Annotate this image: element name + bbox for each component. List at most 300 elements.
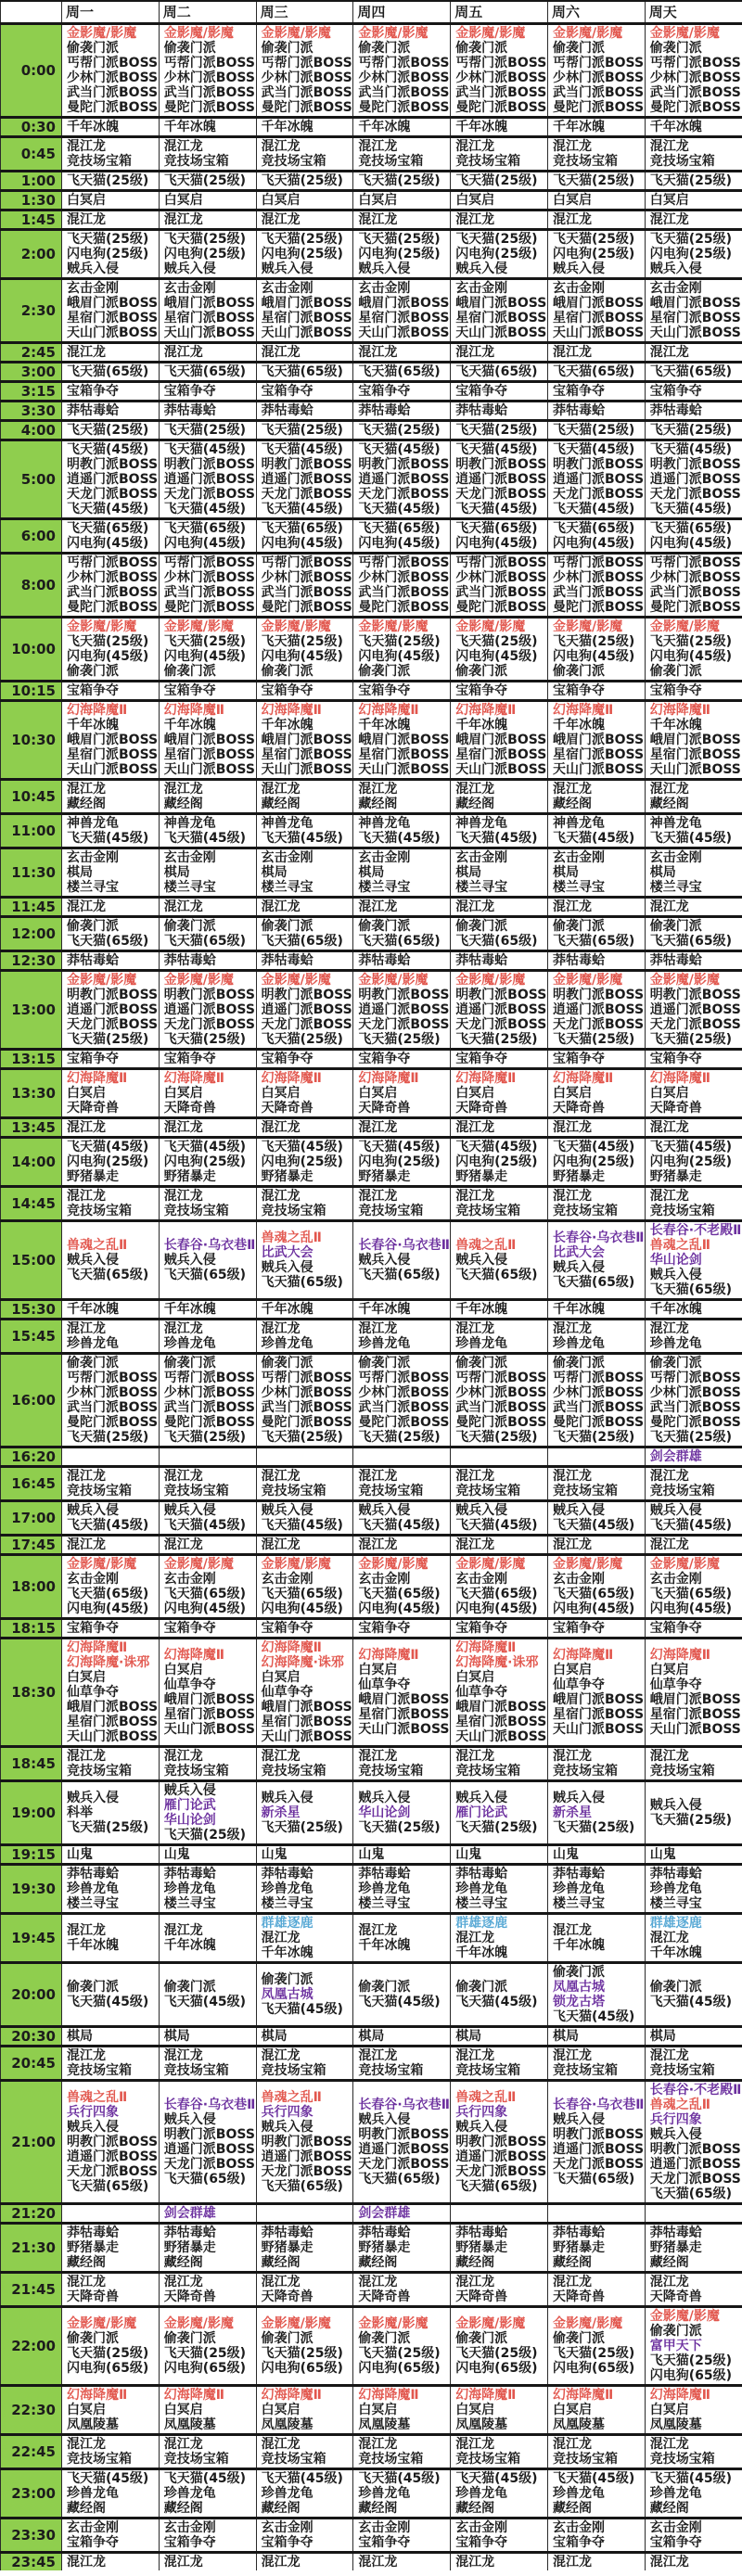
table-row: [1, 24, 742, 118]
event-label: 棋局: [358, 865, 385, 880]
event-label: 飞天猫(45级): [67, 1140, 149, 1154]
table-row: [1, 137, 742, 172]
event-label: 竞技场宝箱: [261, 1204, 326, 1218]
event-label: 金影魔/影魔: [163, 619, 234, 634]
event-label: 飞天猫(65级): [552, 1587, 635, 1601]
schedule-cell: [353, 343, 451, 363]
event-label: 混江龙: [67, 1469, 106, 1484]
event-label: 丐帮门派BOSS: [358, 56, 450, 70]
event-label: 峨眉门派BOSS: [649, 1692, 741, 1707]
event-label: 玄击金刚: [649, 2520, 702, 2535]
event-label: 莽牯毒蛤: [67, 953, 119, 968]
event-label: 逍遥门派BOSS: [455, 472, 547, 487]
event-label: 群雄逐鹿: [455, 1916, 508, 1931]
event-label: 飞天猫(65级): [358, 1587, 441, 1601]
schedule-cell: [451, 1467, 548, 1501]
event-label: 飞天猫(45级): [261, 502, 343, 516]
schedule-cell: [547, 701, 645, 780]
event-label: 莽牯毒蛤: [552, 403, 605, 418]
event-label: 金影魔/影魔: [552, 1557, 623, 1572]
time-label: 15:30: [1, 1300, 62, 1320]
event-label: 飞天猫(65级): [649, 1587, 733, 1601]
event-label: 少林门派BOSS: [649, 1385, 741, 1400]
event-label: 飞天猫(25级): [261, 1032, 343, 1047]
event-label: 玄击金刚: [455, 1572, 508, 1587]
event-label: 千年冰魄: [358, 1302, 411, 1317]
schedule-cell: [256, 2519, 353, 2553]
schedule-cell: [159, 2553, 256, 2571]
table-row: [1, 402, 742, 421]
event-label: 珍兽龙龟: [67, 1336, 119, 1351]
schedule-cell: [645, 421, 742, 440]
schedule-cell: [451, 1781, 548, 1845]
event-label: 千年冰魄: [163, 120, 216, 134]
event-label: 天龙门派BOSS: [552, 1017, 645, 1032]
schedule-cell: [451, 2519, 548, 2553]
event-label: 峨眉门派BOSS: [455, 1700, 547, 1715]
event-label: 天龙门派BOSS: [163, 487, 255, 502]
event-label: 白冥启: [455, 193, 495, 208]
time-label: 1:30: [1, 191, 62, 210]
schedule-cell: [353, 210, 451, 230]
event-label: 莽牯毒蛤: [67, 1867, 119, 1881]
event-label: 幻海降魔Ⅱ: [261, 1640, 322, 1655]
event-label: 偷袭门派: [163, 919, 216, 934]
event-label: 珍兽龙龟: [261, 1881, 313, 1896]
event-label: 明教门派BOSS: [552, 988, 645, 1002]
event-label: 飞天猫(45级): [67, 1518, 149, 1533]
schedule-cell: [547, 682, 645, 701]
event-label: 明教门派BOSS: [649, 2142, 741, 2157]
event-label: 星宿门派BOSS: [649, 747, 741, 762]
table-row: [1, 191, 742, 210]
event-label: 飞天猫(65级): [163, 1587, 247, 1601]
time-label: 21:20: [1, 2204, 62, 2224]
schedule-cell: [547, 279, 645, 343]
schedule-cell: [451, 1069, 548, 1118]
schedule-cell: [353, 971, 451, 1050]
event-label: 逍遥门派BOSS: [163, 1002, 255, 1017]
event-label: 飞天猫(65级): [261, 1275, 343, 1290]
schedule-cell: [451, 2081, 548, 2204]
event-label: 楼兰寻宝: [163, 880, 216, 895]
table-row: [1, 1963, 742, 2027]
event-label: 飞天猫(45级): [455, 1995, 538, 2009]
event-label: 飞天猫(65级): [455, 364, 538, 379]
event-label: 偷袭门派: [358, 1980, 411, 1995]
schedule-cell: [451, 898, 548, 917]
event-label: 飞天猫(45级): [455, 442, 538, 457]
event-label: 曼陀门派BOSS: [163, 600, 255, 615]
event-label: 金影魔/影魔: [358, 619, 429, 634]
event-label: 逍遥门派BOSS: [552, 472, 645, 487]
schedule-cell: [159, 1320, 256, 1354]
event-label: 偷袭门派: [455, 919, 508, 934]
schedule-cell: [353, 2273, 451, 2307]
event-label: 竞技场宝箱: [649, 2452, 715, 2467]
schedule-cell: [645, 2273, 742, 2307]
event-label: 明教门派BOSS: [163, 988, 255, 1002]
event-label: 竞技场宝箱: [649, 154, 715, 169]
schedule-cell: [159, 1619, 256, 1639]
event-label: 飞天猫(65级): [67, 934, 149, 949]
event-label: 飞天猫(65级): [67, 2179, 149, 2194]
event-label: 偷袭门派: [552, 664, 605, 679]
schedule-cell: [62, 618, 160, 682]
schedule-cell: [451, 1447, 548, 1467]
schedule-cell: [159, 1747, 256, 1781]
event-label: 混江龙: [261, 2555, 301, 2570]
event-label: 宝箱争夺: [67, 2535, 119, 2550]
event-label: 宝箱争夺: [358, 1052, 411, 1066]
event-label: 白冥启: [67, 193, 106, 208]
event-label: 飞天猫(25级): [649, 423, 733, 438]
event-label: 白冥启: [358, 1086, 398, 1101]
table-row: [1, 1221, 742, 1300]
event-label: 藏经阁: [649, 2501, 689, 2516]
table-row: [1, 343, 742, 363]
schedule-cell: [256, 279, 353, 343]
event-label: 珍兽龙龟: [455, 1881, 508, 1896]
event-label: 少林门派BOSS: [649, 70, 741, 85]
event-label: 白冥启: [455, 1086, 495, 1101]
event-label: 玄击金刚: [261, 850, 313, 865]
time-label: 22:30: [1, 2386, 62, 2435]
schedule-cell: [547, 2273, 645, 2307]
event-label: 科举: [67, 1805, 93, 1820]
schedule-cell: [62, 2519, 160, 2553]
event-label: 宝箱争夺: [358, 384, 411, 399]
schedule-cell: [353, 1501, 451, 1536]
event-label: 珍兽龙龟: [358, 1881, 411, 1896]
event-label: 丐帮门派BOSS: [455, 56, 547, 70]
schedule-cell: [451, 343, 548, 363]
event-label: 混江龙: [358, 782, 398, 797]
event-label: 星宿门派BOSS: [552, 747, 645, 762]
event-label: 棋局: [163, 865, 190, 880]
event-label: 丐帮门派BOSS: [261, 1371, 352, 1385]
event-label: 飞天猫(65级): [649, 1282, 733, 1297]
event-label: 贼兵入侵: [455, 2120, 508, 2135]
event-label: 藏经阁: [163, 2255, 203, 2270]
event-label: 丐帮门派BOSS: [67, 56, 159, 70]
event-label: 野猪暴走: [163, 1169, 216, 1184]
schedule-cell: [353, 1963, 451, 2027]
schedule-cell: [159, 682, 256, 701]
schedule-cell: [645, 1300, 742, 1320]
event-label: 凤凰古城: [261, 1987, 313, 2002]
schedule-cell: [645, 780, 742, 814]
event-label: 武当门派BOSS: [163, 1400, 255, 1415]
event-label: 飞天猫(25级): [455, 173, 538, 188]
event-label: 天山门派BOSS: [67, 325, 159, 340]
event-label: 混江龙: [67, 1923, 106, 1938]
event-label: 金影魔/影魔: [358, 2316, 429, 2331]
event-label: 贼兵入侵: [552, 1503, 605, 1518]
event-label: 华山论剑: [163, 1813, 216, 1828]
event-label: 玄击金刚: [163, 281, 216, 296]
event-label: 混江龙: [455, 345, 495, 360]
event-label: 混江龙: [552, 1189, 592, 1204]
event-label: 闪电狗(65级): [67, 2361, 149, 2376]
event-label: 少林门派BOSS: [163, 1385, 255, 1400]
event-label: 闪电狗(25级): [649, 1154, 733, 1169]
schedule-cell: [256, 1865, 353, 1914]
schedule-cell: [451, 2435, 548, 2469]
event-label: 藏经阁: [67, 2501, 106, 2516]
event-label: 闪电狗(45级): [261, 1601, 343, 1616]
event-label: 星宿门派BOSS: [261, 747, 352, 762]
schedule-cell: [256, 118, 353, 137]
event-label: 飞天猫(45级): [649, 502, 733, 516]
schedule-cell: [451, 1536, 548, 1555]
time-label: 10:45: [1, 780, 62, 814]
schedule-cell: [159, 2027, 256, 2047]
event-label: 千年冰魄: [649, 718, 702, 733]
event-label: 闪电狗(25级): [649, 247, 733, 261]
schedule-cell: [547, 1536, 645, 1555]
event-label: 明教门派BOSS: [163, 457, 255, 472]
event-label: 偷袭门派: [261, 2331, 313, 2346]
event-label: 莽牯毒蛤: [163, 953, 216, 968]
schedule-cell: [62, 1501, 160, 1536]
schedule-cell: [159, 210, 256, 230]
event-label: 偷袭门派: [552, 1356, 605, 1371]
event-label: 天山门派BOSS: [649, 325, 741, 340]
time-label: 8:00: [1, 554, 62, 618]
event-label: 峨眉门派BOSS: [67, 733, 159, 747]
event-label: 幻海降魔Ⅱ: [67, 1071, 128, 1086]
event-label: 楼兰寻宝: [358, 880, 411, 895]
schedule-cell: [62, 279, 160, 343]
schedule-cell: [256, 1536, 353, 1555]
event-label: 天山门派BOSS: [261, 325, 352, 340]
event-label: 飞天猫(25级): [67, 1032, 149, 1047]
event-label: 明教门派BOSS: [67, 2135, 159, 2149]
event-label: 逍遥门派BOSS: [261, 472, 352, 487]
schedule-cell: [353, 1555, 451, 1619]
schedule-cell: [256, 1501, 353, 1536]
event-label: 混江龙: [163, 1189, 203, 1204]
event-label: 星宿门派BOSS: [261, 1715, 352, 1729]
event-label: 星宿门派BOSS: [163, 1707, 255, 1722]
event-label: 白冥启: [358, 1663, 398, 1677]
schedule-cell: [547, 519, 645, 554]
event-label: 楼兰寻宝: [455, 1896, 508, 1911]
event-label: 峨眉门派BOSS: [67, 1700, 159, 1715]
time-label: 17:00: [1, 1501, 62, 1536]
schedule-cell: [451, 1050, 548, 1069]
event-label: 天山门派BOSS: [455, 1729, 547, 1744]
event-label: 混江龙: [163, 1321, 203, 1336]
time-label: 20:30: [1, 2027, 62, 2047]
time-label: 16:45: [1, 1467, 62, 1501]
table-row: [1, 421, 742, 440]
schedule-cell: [547, 2081, 645, 2204]
schedule-cell: [547, 2469, 645, 2519]
event-label: 飞天猫(65级): [455, 1587, 538, 1601]
schedule-cell: [159, 421, 256, 440]
schedule-cell: [645, 191, 742, 210]
schedule-cell: [451, 2204, 548, 2224]
table-row: [1, 682, 742, 701]
event-label: 少林门派BOSS: [552, 70, 645, 85]
time-label: 17:45: [1, 1536, 62, 1555]
schedule-cell: [256, 2307, 353, 2386]
schedule-cell: [451, 1865, 548, 1914]
event-label: 金影魔/影魔: [67, 973, 137, 988]
event-label: 偷袭门派: [358, 41, 411, 56]
time-label: 4:00: [1, 421, 62, 440]
event-label: 飞天猫(45级): [552, 2009, 635, 2024]
event-label: 藏经阁: [163, 2501, 203, 2516]
event-label: 棋局: [455, 2029, 482, 2044]
schedule-cell: [451, 1300, 548, 1320]
schedule-cell: [451, 279, 548, 343]
event-label: 兵行四象: [649, 2112, 702, 2127]
event-label: 千年冰魄: [455, 1945, 508, 1960]
event-label: 飞天猫(65级): [163, 934, 247, 949]
event-label: 闪电狗(45级): [649, 649, 733, 664]
schedule-cell: [62, 1354, 160, 1447]
table-row: [1, 440, 742, 519]
schedule-cell: [451, 1221, 548, 1300]
event-label: 竞技场宝箱: [552, 2452, 618, 2467]
event-label: 飞天猫(45级): [67, 2471, 149, 2486]
schedule-cell: [159, 24, 256, 118]
event-label: 飞天猫(25级): [358, 1032, 441, 1047]
event-label: 混江龙: [649, 2437, 689, 2452]
event-label: 金影魔/影魔: [261, 973, 331, 988]
event-label: 宝箱争夺: [455, 1621, 508, 1636]
event-label: 飞天猫(65级): [649, 934, 733, 949]
schedule-cell: [256, 1914, 353, 1963]
event-label: 莽牯毒蛤: [649, 953, 702, 968]
event-label: 藏经阁: [649, 2255, 689, 2270]
event-label: 飞天猫(25级): [649, 634, 733, 649]
event-label: 千年冰魄: [649, 120, 702, 134]
event-label: 飞天猫(45级): [649, 1995, 733, 2009]
event-label: 竞技场宝箱: [358, 154, 424, 169]
event-label: 天山门派BOSS: [455, 325, 547, 340]
schedule-cell: [62, 519, 160, 554]
event-label: 飞天猫(45级): [649, 442, 733, 457]
event-label: 千年冰魄: [163, 718, 216, 733]
time-label: 22:45: [1, 2435, 62, 2469]
event-label: 逍遥门派BOSS: [163, 472, 255, 487]
schedule-cell: [62, 191, 160, 210]
event-label: 野猪暴走: [67, 1169, 119, 1184]
event-label: 混江龙: [649, 1321, 689, 1336]
schedule-cell: [645, 701, 742, 780]
event-label: 混江龙: [261, 1749, 301, 1764]
event-label: 幻海降魔Ⅱ: [67, 1640, 128, 1655]
event-label: 天降奇兽: [67, 1101, 119, 1116]
event-label: 混江龙: [552, 1923, 592, 1938]
event-label: 飞天猫(25级): [552, 1430, 635, 1445]
event-label: 混江龙: [67, 782, 106, 797]
schedule-cell: [353, 2469, 451, 2519]
time-label: 13:45: [1, 1118, 62, 1138]
event-label: 明教门派BOSS: [261, 457, 352, 472]
event-label: 贼兵入侵: [261, 261, 313, 276]
event-label: 闪电狗(65级): [455, 2361, 538, 2376]
event-label: 剑会群雄: [358, 2206, 411, 2221]
event-label: 新杀星: [261, 1805, 301, 1820]
event-label: 混江龙: [67, 345, 106, 360]
schedule-cell: [547, 1619, 645, 1639]
event-label: 白冥启: [261, 1086, 301, 1101]
schedule-cell: [256, 898, 353, 917]
schedule-cell: [451, 971, 548, 1050]
event-label: 混江龙: [358, 345, 398, 360]
schedule-cell: [547, 780, 645, 814]
table-row: [1, 2081, 742, 2204]
event-label: 混江龙: [552, 2275, 592, 2289]
event-label: 锁龙古塔: [552, 1995, 605, 2009]
event-label: 明教门派BOSS: [358, 988, 450, 1002]
schedule-cell: [451, 848, 548, 898]
schedule-cell: [62, 2224, 160, 2273]
time-label: 10:30: [1, 701, 62, 780]
event-label: 混江龙: [67, 1321, 106, 1336]
event-label: 混江龙: [649, 1537, 689, 1552]
weekday-header-row: [1, 1, 742, 24]
schedule-cell: [159, 1354, 256, 1447]
schedule-cell: [547, 172, 645, 191]
schedule-cell: [62, 1536, 160, 1555]
schedule-cell: [256, 1619, 353, 1639]
event-label: 幻海降魔Ⅱ: [261, 703, 322, 718]
event-label: 曼陀门派BOSS: [649, 100, 741, 115]
event-label: 贼兵入侵: [67, 1791, 119, 1805]
event-label: 逍遥门派BOSS: [67, 1002, 159, 1017]
table-row: [1, 1320, 742, 1354]
event-label: 混江龙: [67, 899, 106, 914]
event-label: 混江龙: [261, 345, 301, 360]
event-label: 飞天猫(45级): [163, 442, 247, 457]
schedule-cell: [645, 1619, 742, 1639]
event-label: 飞天猫(45级): [163, 502, 247, 516]
event-label: 曼陀门派BOSS: [67, 100, 159, 115]
event-label: 混江龙: [455, 1931, 495, 1945]
event-label: 混江龙: [67, 2275, 106, 2289]
schedule-cell: [645, 1187, 742, 1221]
event-label: 天降奇兽: [67, 2289, 119, 2304]
event-label: 竞技场宝箱: [261, 1764, 326, 1779]
schedule-cell: [547, 2307, 645, 2386]
event-label: 神兽龙龟: [261, 816, 313, 831]
day-header-sunday: 周天: [645, 1, 742, 24]
table-row: [1, 1865, 742, 1914]
event-label: 藏经阁: [649, 797, 689, 811]
event-label: 富甲天下: [649, 2339, 702, 2353]
event-label: 幻海降魔·诛邪: [455, 1655, 539, 1670]
event-label: 玄击金刚: [358, 281, 411, 296]
event-label: 丐帮门派BOSS: [649, 1371, 741, 1385]
schedule-cell: [159, 137, 256, 172]
schedule-cell: [353, 1050, 451, 1069]
table-row: [1, 2027, 742, 2047]
event-label: 峨眉门派BOSS: [358, 733, 450, 747]
table-row: [1, 519, 742, 554]
schedule-cell: [547, 2204, 645, 2224]
event-label: 凤凰陵墓: [261, 2417, 313, 2432]
schedule-cell: [547, 1639, 645, 1747]
event-label: 白冥启: [163, 193, 203, 208]
event-label: 玄击金刚: [358, 850, 411, 865]
event-label: 混江龙: [163, 2275, 203, 2289]
